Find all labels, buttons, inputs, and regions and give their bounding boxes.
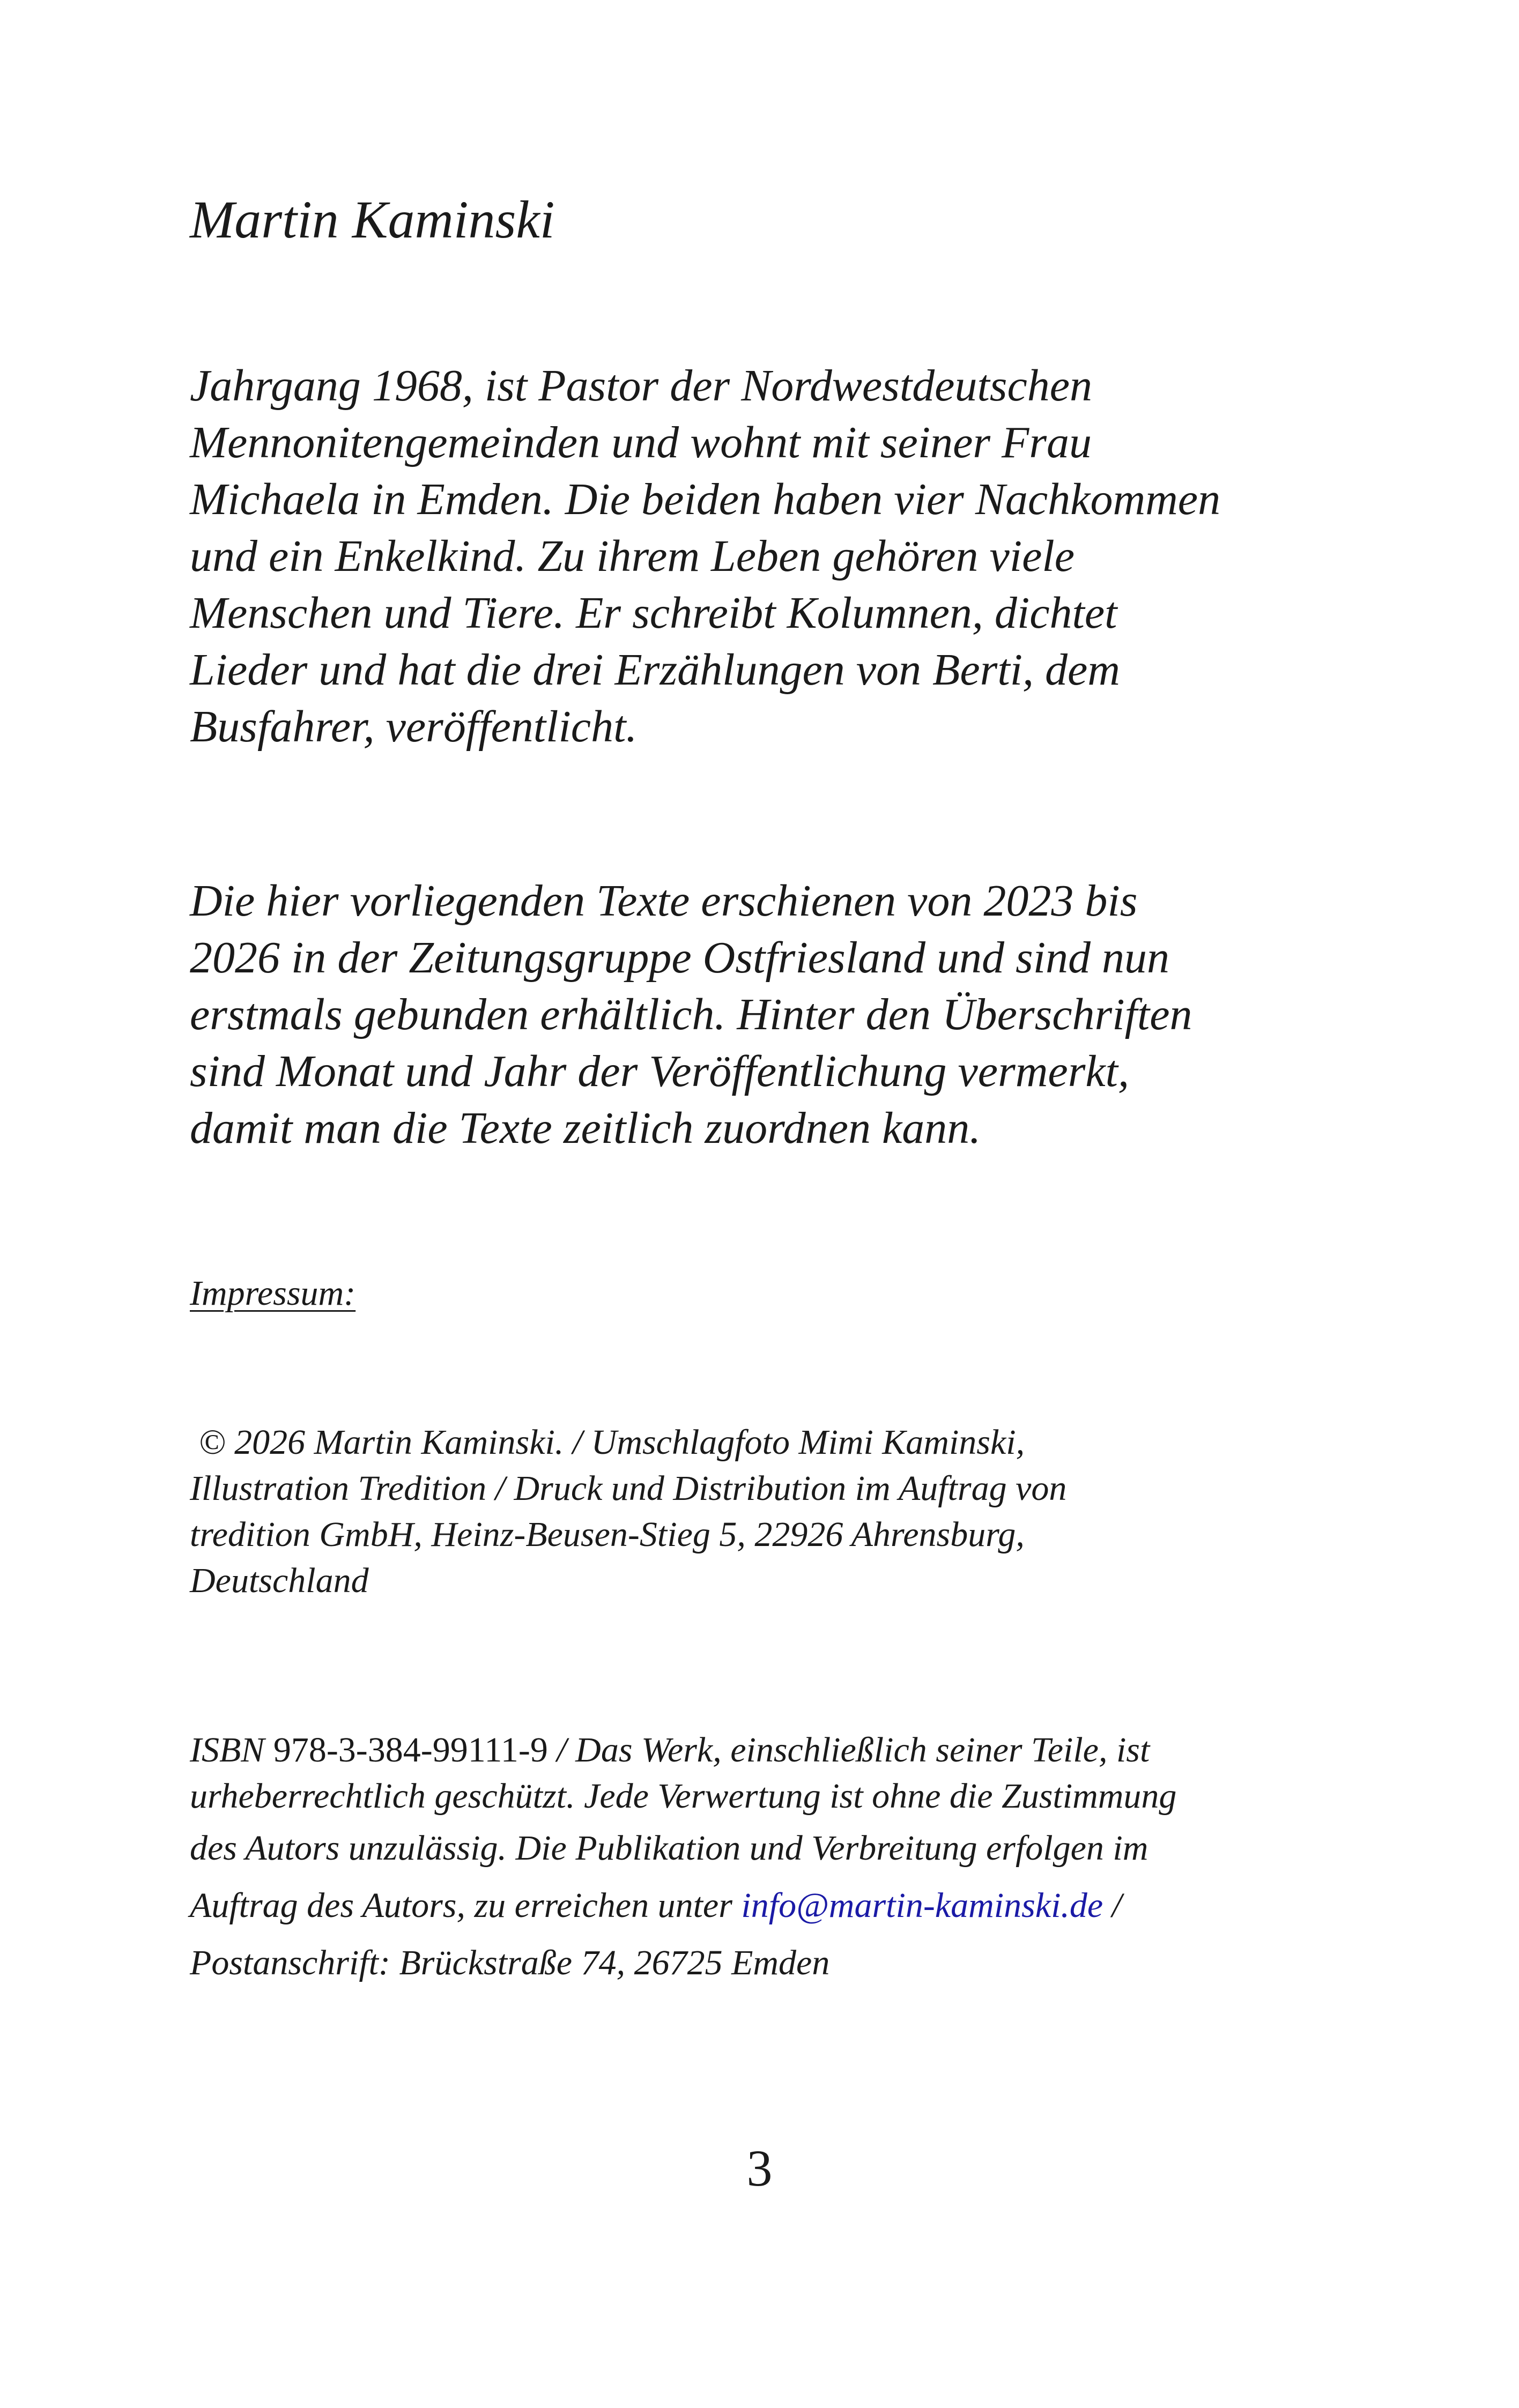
intro-line: sind Monat und Jahr der Veröffentlichung vermerkt, <box>190 1046 1130 1096</box>
intro-line: 2026 in der Zeitungsgruppe Ostfriesland und sind nun <box>190 933 1170 983</box>
legal-line: urheberrechtlich geschützt. Jede Verwertung ist ohne die Zustimmung <box>190 1777 1177 1816</box>
bio-line: Michaela in Emden. Die beiden haben vier Nachkommen <box>190 474 1221 524</box>
isbn-line <box>190 1727 1343 1773</box>
bio-line: Busfahrer, veröffentlicht. <box>190 702 638 752</box>
contact-prefix: Auftrag des Autors, zu erreichen unter <box>190 1886 742 1925</box>
copyright-line: Illustration Tredition / Druck und Distribution im Auftrag von <box>190 1469 1067 1508</box>
intro-line: damit man die Texte zeitlich zuordnen kann. <box>190 1103 981 1153</box>
bio-line: Mennonitengemeinden und wohnt mit seiner Frau <box>190 418 1092 467</box>
copyright-line: Deutschland <box>190 1561 369 1600</box>
book-introduction <box>190 873 1343 1157</box>
intro-line: erstmals gebunden erhältlich. Hinter den Überschriften <box>190 990 1192 1039</box>
contact-line <box>190 1877 1343 1934</box>
bio-line: Lieder und hat die drei Erzählungen von Berti, dem <box>190 645 1120 695</box>
contact-suffix: / <box>1103 1886 1122 1925</box>
bio-line: und ein Enkelkind. Zu ihrem Leben gehören viele <box>190 531 1075 581</box>
copyright-line: © 2026 Martin Kaminski. / Umschlagfoto Mimi Kaminski, <box>190 1423 1025 1462</box>
intro-line: Die hier vorliegenden Texte erschienen von 2023 bis <box>190 876 1138 926</box>
isbn-number: 978-3-384-99111-9 <box>273 1730 548 1770</box>
bio-line: Menschen und Tiere. Er schreibt Kolumnen, dichtet <box>190 588 1117 638</box>
isbn-line-rest: / Das Werk, einschließlich seiner Teile, ist <box>547 1730 1150 1770</box>
postal-address: Postanschrift: Brückstraße 74, 26725 Emden <box>190 1943 830 1982</box>
email-link[interactable]: info@martin-kaminski.de <box>741 1886 1103 1925</box>
page-number: 3 <box>746 2139 773 2197</box>
imprint-heading: Impressum: <box>190 1274 356 1313</box>
author-biography <box>190 358 1343 755</box>
legal-notice <box>190 1727 1343 1991</box>
bio-line: Jahrgang 1968, ist Pastor der Nordwestdeutschen <box>190 361 1093 411</box>
copyright-notice <box>190 1419 1343 1604</box>
legal-line: des Autors unzulässig. Die Publikation und Verbreitung erfolgen im <box>190 1829 1148 1868</box>
author-name: Martin Kaminski <box>190 190 555 249</box>
isbn-label: ISBN <box>190 1730 273 1770</box>
copyright-line: tredition GmbH, Heinz-Beusen-Stieg 5, 22926 Ahrensburg, <box>190 1515 1025 1554</box>
